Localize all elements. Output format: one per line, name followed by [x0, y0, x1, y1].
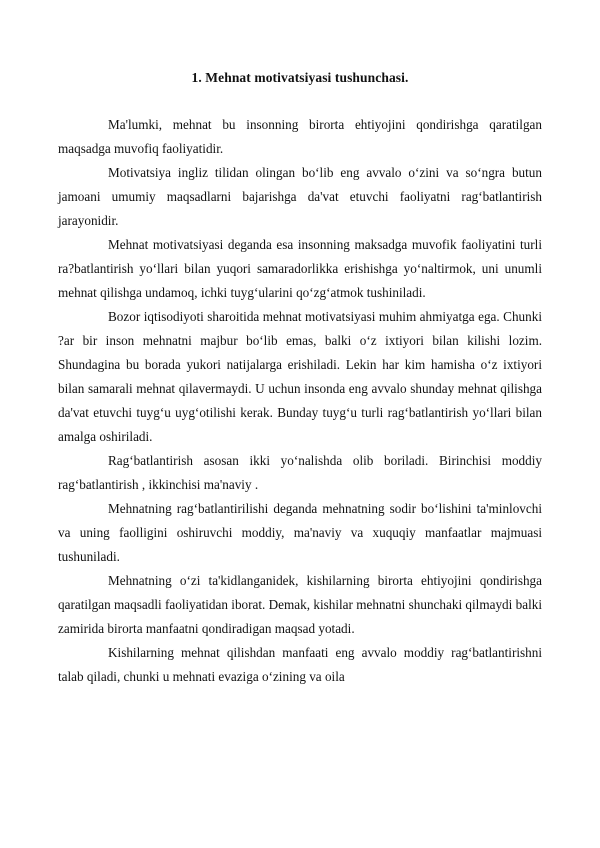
paragraph-6: Mehnatning rag‘batlantirilishi deganda mehnatning sodir bo‘lishini ta'minlovchi va uning faolligini oshiruvchi moddiy, ma'naviy va xuquqiy manfaatlar majmuasi tushuniladi.: [58, 501, 542, 564]
paragraph-2: Motivatsiya ingliz tilidan olingan bo‘lib eng avvalo o‘zini va so‘ngra butun jamoani umumiy maqsadlarni bajarishga da'vat etuvchi faoliyatni rag‘batlantirish jarayonidir.: [58, 165, 542, 228]
paragraph-5: Rag‘batlantirish asosan ikki yo‘nalishda olib boriladi. Birinchisi moddiy rag‘batlantirish , ikkinchisi ma'naviy .: [58, 453, 542, 492]
paragraph-1: Ma'lumki, mehnat bu insonning birorta ehtiyojini qondirishga qaratilgan maqsadga muvofiq faoliyatidir.: [58, 117, 542, 156]
paragraph-4: Bozor iqtisodiyoti sharoitida mehnat motivatsiyasi muhim ahmiyatga ega. Chunki ?ar bir inson mehnatni majbur bo‘lib emas, balki o‘z ixtiyori bilan kilishi lozim. Shundagina bu borada yukori natijalarga erishiladi. Lekin har kim hamisha o‘z ixtiyori bilan samarali mehnat qilavermaydi. U uchun insonda eng avvalo shunday mehnat qilishga da'vat etuvchi tuyg‘u uyg‘otilishi kerak. Bunday tuyg‘u turli rag‘batlantirish yo‘llari bilan amalga oshiriladi.: [58, 309, 542, 444]
paragraph-8: Kishilarning mehnat qilishdan manfaati eng avvalo moddiy rag‘batlantirishni talab qiladi, chunki u mehnati evaziga o‘zining va oila: [58, 645, 542, 684]
paragraph-3: Mehnat motivatsiyasi deganda esa insonning maksadga muvofik faoliyatini turli ra?batlantirish yo‘llari bilan yuqori samaradorlikka erishishga yo‘naltirmok, uni unumli mehnat qilishga undamoq, ichki tuyg‘ularini qo‘zg‘atmok tushiniladi.: [58, 237, 542, 300]
page-title: 1. Mehnat motivatsiyasi tushunchasi.: [191, 70, 409, 85]
paragraph-7: Mehnatning o‘zi ta'kidlanganidek, kishilarning birorta ehtiyojini qondirishga qaratilgan maqsadli faoliyatidan iborat. Demak, kishilar mehnatni shunchaki qilmaydi balki zamirida birorta manfaatni qondiradigan maqsad yotadi.: [58, 573, 542, 636]
